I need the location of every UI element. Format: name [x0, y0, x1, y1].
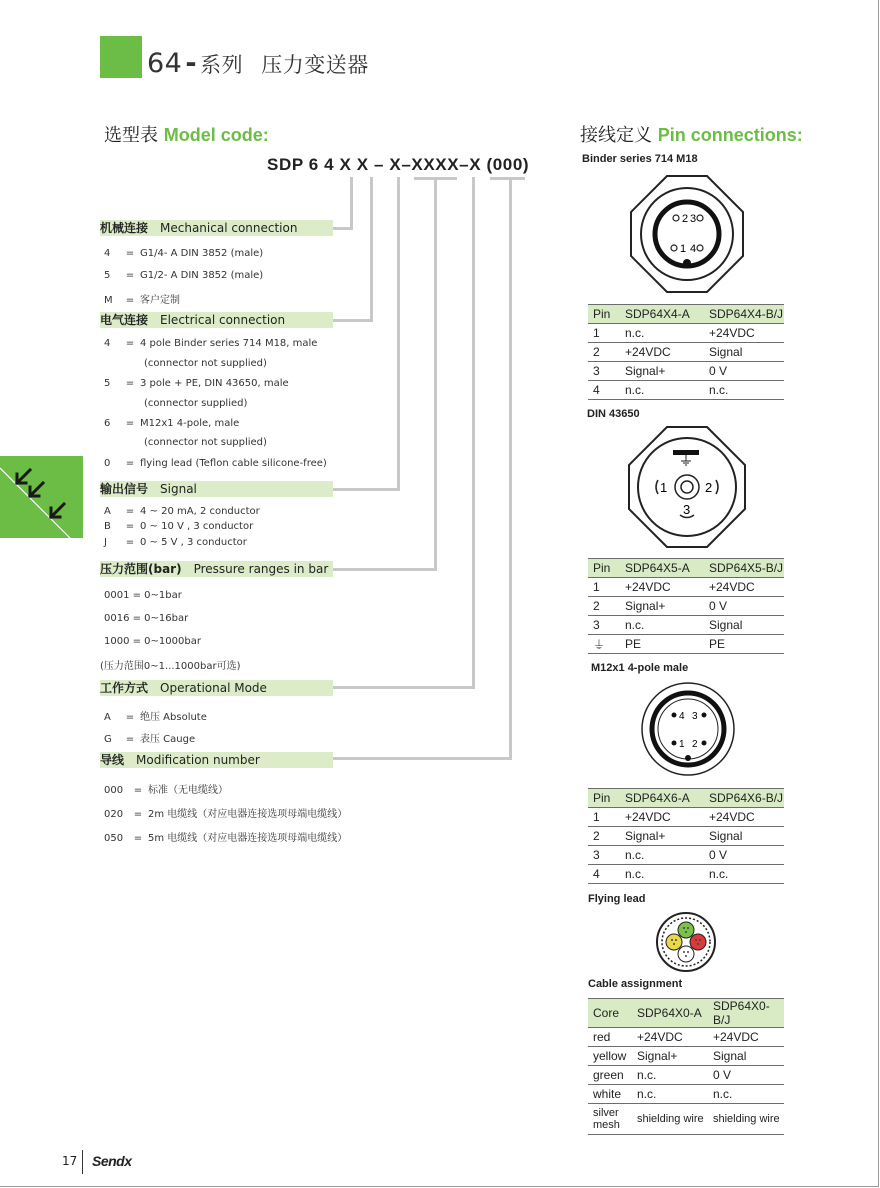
cable-assignment-table: [588, 998, 784, 1135]
din-connector-diagram: [625, 425, 749, 549]
table-header-row: Pin SDP64X4-A SDP64X4-B/J: [588, 305, 784, 324]
list-item: 4 = 4 pole Binder series 714 M18, male: [104, 338, 318, 349]
table-header-row: Pin SDP64X5-A SDP64X5-B/J: [588, 559, 784, 578]
m12-title: M12x1 4-pole male: [591, 662, 689, 674]
list-item: M = 客户定制: [104, 295, 180, 306]
connector-line: [350, 177, 353, 230]
list-item: (connector not supplied): [144, 437, 267, 448]
table-row: 3 Signal+ 0 V: [588, 362, 784, 381]
list-item: 020 = 2m 电缆线（对应电器连接选项母端电缆线）: [104, 809, 348, 820]
binder-connector-diagram: [627, 174, 747, 294]
binder-pin-table: [588, 304, 784, 400]
list-item: 0001 = 0~1bar: [104, 590, 182, 601]
red-core: [690, 934, 706, 950]
side-tab: [0, 456, 83, 538]
connector-line: [333, 686, 475, 689]
section-operational-mode: 工作方式 Operational Mode: [100, 680, 333, 696]
connector-line: [333, 227, 353, 230]
list-item: 5 = 3 pole + PE, DIN 43650, male: [104, 378, 289, 389]
header-green-block: [100, 36, 142, 78]
pin-label: 2: [682, 213, 689, 225]
connector-line: [333, 568, 437, 571]
section-signal: 输出信号 Signal: [100, 481, 333, 497]
pin-label: 1: [679, 739, 685, 750]
connector-line: [397, 177, 400, 491]
flying-lead-title: Flying lead: [588, 893, 646, 905]
table-row: 4 n.c. n.c.: [588, 381, 784, 400]
list-item: 0016 = 0~16bar: [104, 613, 189, 624]
table-row: 1 +24VDC +24VDC: [588, 578, 784, 597]
page-title: 64 - 系列 压力变送器: [147, 48, 369, 79]
table-header-row: Core SDP64X0-A SDP64X0-B/J: [588, 999, 784, 1028]
table-row: 2 Signal+ Signal: [588, 827, 784, 846]
connector-line: [490, 177, 525, 180]
pin-label: 4: [679, 711, 685, 722]
m12-connector-diagram: [640, 681, 736, 777]
list-item: (connector not supplied): [144, 358, 267, 369]
page-number: 17: [62, 1154, 78, 1168]
connector-line: [333, 319, 373, 322]
arrows-icon: [0, 456, 83, 538]
pin-label: 3: [692, 711, 698, 722]
table-row: white n.c. n.c.: [588, 1085, 784, 1104]
pin-label: 3: [690, 213, 697, 225]
pin-label: 1: [680, 243, 687, 255]
connector-line: [472, 177, 475, 689]
list-item: A = 绝压 Absolute: [104, 712, 207, 723]
green-core: [678, 922, 694, 938]
list-item: 5 = G1/2- A DIN 3852 (male): [104, 270, 264, 281]
list-item: G = 表压 Cauge: [104, 734, 196, 745]
connector-line: [509, 177, 512, 760]
list-item: 000 = 标准（无电缆线）: [104, 785, 228, 796]
m12-pin-table: [588, 788, 784, 884]
footer-divider: [82, 1150, 83, 1174]
binder-title: Binder series 714 M18: [582, 153, 698, 165]
list-item: 6 = M12x1 4-pole, male: [104, 418, 240, 429]
table-row: 2 +24VDC Signal: [588, 343, 784, 362]
section-modification-number: 导线 Modification number: [100, 752, 333, 768]
table-row: 2 Signal+ 0 V: [588, 597, 784, 616]
pin-label: 4: [690, 243, 697, 255]
table-row: 1 +24VDC +24VDC: [588, 808, 784, 827]
model-code-string: SDP 6 4 X X – X–XXXX–X (000): [267, 155, 530, 174]
connector-line: [370, 177, 373, 322]
cable-assignment-title: Cable assignment: [588, 978, 683, 990]
flying-lead-cable-diagram: [655, 911, 717, 973]
table-header-row: Pin SDP64X6-A SDP64X6-B/J: [588, 789, 784, 808]
section-pressure-range: 压力范围(bar) Pressure ranges in bar: [100, 561, 333, 577]
list-item: 4 = G1/4- A DIN 3852 (male): [104, 248, 264, 259]
connector-line: [434, 177, 437, 571]
table-row: yellow Signal+ Signal: [588, 1047, 784, 1066]
white-core: [678, 946, 694, 962]
list-item: 050 = 5m 电缆线（对应电器连接选项母端电缆线）: [104, 833, 348, 844]
connector-line: [333, 488, 400, 491]
pin-label: 2: [692, 739, 698, 750]
list-item: 0 = flying lead (Teflon cable silicone-free): [104, 458, 327, 469]
connector-line: [333, 757, 512, 760]
table-row: 1 n.c. +24VDC: [588, 324, 784, 343]
list-item: A = 4 ~ 20 mA, 2 conductor: [104, 506, 260, 517]
section-electrical-connection: 电气连接 Electrical connection: [100, 312, 333, 328]
table-row: ⏚ PE PE: [588, 635, 784, 654]
pin-label: 1: [660, 480, 668, 495]
pin-label: 2: [705, 480, 713, 495]
brand-logo: Sendx: [92, 1153, 132, 1169]
din-title: DIN 43650: [587, 408, 640, 420]
table-row: red +24VDC +24VDC: [588, 1028, 784, 1047]
table-row: silver mesh shielding wire shielding wire: [588, 1104, 784, 1135]
list-item: B = 0 ~ 10 V , 3 conductor: [104, 521, 254, 532]
model-code-heading: 选型表 Model code:: [104, 125, 269, 146]
table-row: 3 n.c. 0 V: [588, 846, 784, 865]
list-item: 1000 = 0~1000bar: [104, 636, 201, 647]
pin-label: 3: [683, 502, 691, 517]
section-mechanical-connection: 机械连接 Mechanical connection: [100, 220, 333, 236]
ground-icon: ⏚: [588, 635, 620, 654]
yellow-core: [666, 934, 682, 950]
table-row: green n.c. 0 V: [588, 1066, 784, 1085]
list-item: (connector supplied): [144, 398, 248, 409]
pin-connections-heading: 接线定义 Pin connections:: [580, 125, 803, 146]
table-row: 4 n.c. n.c.: [588, 865, 784, 884]
range-note: (压力范围0~1...1000bar可选): [100, 661, 241, 672]
din-pin-table: [588, 558, 784, 654]
list-item: J = 0 ~ 5 V , 3 conductor: [104, 537, 247, 548]
table-row: 3 n.c. Signal: [588, 616, 784, 635]
